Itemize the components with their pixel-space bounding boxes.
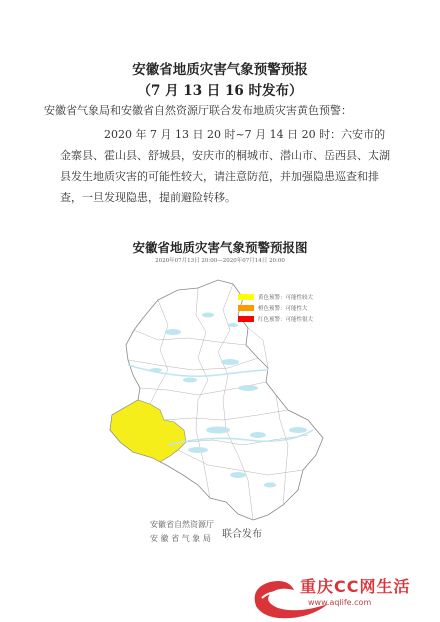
document-title: 安徽省地质灾害气象预警预报 xyxy=(132,62,308,78)
warning-paragraph: 2020 年 7 月 13 日 20 时~7 月 14 日 20 时：六安市的金寨县、霍山县、舒城县，安庆市的桐城市、潜山市、岳西县、太湖县发生地质灾害的可能性较大，请注意防范，并加强隐患巡查和排查，一旦发现隐患，提前避险转移。 xyxy=(60,128,390,204)
legend-item-orange xyxy=(238,303,313,312)
red-swatch xyxy=(238,316,254,322)
legend-item-yellow xyxy=(238,292,313,301)
joint-release-label: 联合发布 xyxy=(222,529,262,540)
map-title: 安徽省地质灾害气象预警预报图 xyxy=(132,240,308,255)
issuer-line-1: 安徽省自然资源厅 xyxy=(150,520,214,529)
site-watermark xyxy=(248,568,440,622)
issuer-line-2: 安 徽 省 气 象 局 xyxy=(150,534,211,543)
watermark-text: 重庆CC网生活 xyxy=(300,577,411,596)
map-time-range: 2020年07月13日 20:00—2020年07月14日 20:00 xyxy=(155,258,285,264)
legend-label: 橙色预警：可能性大 xyxy=(258,305,308,312)
legend-label: 黄色预警：可能性较大 xyxy=(258,294,314,301)
watermark-url: www.aqlife.com xyxy=(308,598,372,607)
orange-swatch xyxy=(238,305,254,311)
intro-paragraph: 安徽省气象局和安徽省自然资源厅联合发布地质灾害黄色预警： xyxy=(44,104,352,117)
legend-label: 红色预警：可能性很大 xyxy=(258,316,314,323)
legend-item-red xyxy=(238,314,313,323)
map-legend xyxy=(238,292,313,325)
document-subtitle: （7 月 13 日 16 时发布） xyxy=(137,83,303,99)
yellow-swatch xyxy=(238,294,254,300)
issuer-block xyxy=(150,518,214,546)
